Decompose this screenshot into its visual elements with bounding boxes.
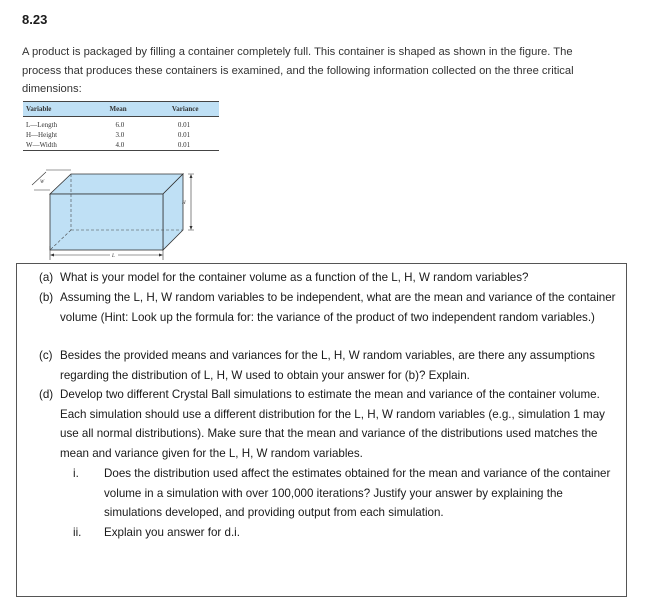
question-label: (c) <box>39 349 53 362</box>
question-label: (b) <box>39 291 54 304</box>
question-text: Develop two different Crystal Ball simulations to estimate the mean and variance of the container volume. Each simulation should use a different distribution for the L, H, W random variables (e.g., simulation 1 may use all normal distributions). Make sure that the mean and variance of the distributions used matches the mean and variance given for the L, H, W random variables. <box>60 388 605 460</box>
subquestion-text: Explain you answer for d.i. <box>104 526 240 539</box>
subquestion-ii <box>73 523 621 543</box>
header-mean: Mean <box>72 102 150 117</box>
table-header-row <box>23 102 219 117</box>
question-text: Assuming the L, H, W random variables to be independent, what are the mean and variance of the container volume (Hint: Look up the formula for: the variance of the product of two independent random variables.) <box>60 291 616 324</box>
table-row <box>23 120 219 130</box>
cell-mean: 4.0 <box>72 140 150 151</box>
question-text: What is your model for the container volume as a function of the L, H, W random variables? <box>60 271 529 284</box>
h-label: H <box>182 201 186 206</box>
cell-mean: 6.0 <box>72 120 150 130</box>
problem-intro: A product is packaged by filling a container completely full. This container is shaped as shown in the figure. The process that produces these containers is examined, and the following information collected on the three critical dimensions: <box>22 46 574 95</box>
subquestion-i <box>73 464 621 523</box>
box-front-face <box>50 194 163 250</box>
cell-variance: 0.01 <box>150 140 219 151</box>
subquestion-label: ii. <box>73 526 82 539</box>
l-arrow-right <box>159 254 163 257</box>
box-top-face <box>50 174 183 194</box>
cell-variable: W—Width <box>23 140 72 151</box>
question-a <box>39 268 621 288</box>
table-row <box>23 140 219 151</box>
subquestion-text: Does the distribution used affect the estimates obtained for the mean and variance of the container volume in a simulation with over 100,000 iterations? Justify your answer by explaining the simulations developed, and providing output from each simulation. <box>104 467 611 520</box>
problem-number: 8.23 <box>22 12 48 27</box>
subquestion-label: i. <box>73 467 79 480</box>
header-variable: Variable <box>23 102 72 117</box>
question-text: Besides the provided means and variances for the L, H, W random variables, are there any assumptions regarding the distribution of L, H, W used to obtain your answer for (b)? Explain. <box>60 349 595 382</box>
cell-variable: H—Height <box>23 130 72 140</box>
table-row <box>23 130 219 140</box>
question-d <box>39 385 621 463</box>
dimension-table <box>23 101 219 151</box>
w-label: W <box>40 180 45 185</box>
cell-variance: 0.01 <box>150 130 219 140</box>
h-arrow-top <box>190 174 193 178</box>
cell-variable: L—Length <box>23 120 72 130</box>
cell-variance: 0.01 <box>150 120 219 130</box>
question-b <box>39 288 621 327</box>
h-arrow-bottom <box>190 226 193 230</box>
header-variance: Variance <box>150 102 219 117</box>
question-c <box>39 346 621 385</box>
cell-mean: 3.0 <box>72 130 150 140</box>
question-label: (a) <box>39 271 54 284</box>
l-label: L <box>112 254 115 259</box>
container-figure <box>24 168 194 260</box>
l-arrow-left <box>50 254 54 257</box>
question-label: (d) <box>39 388 54 401</box>
